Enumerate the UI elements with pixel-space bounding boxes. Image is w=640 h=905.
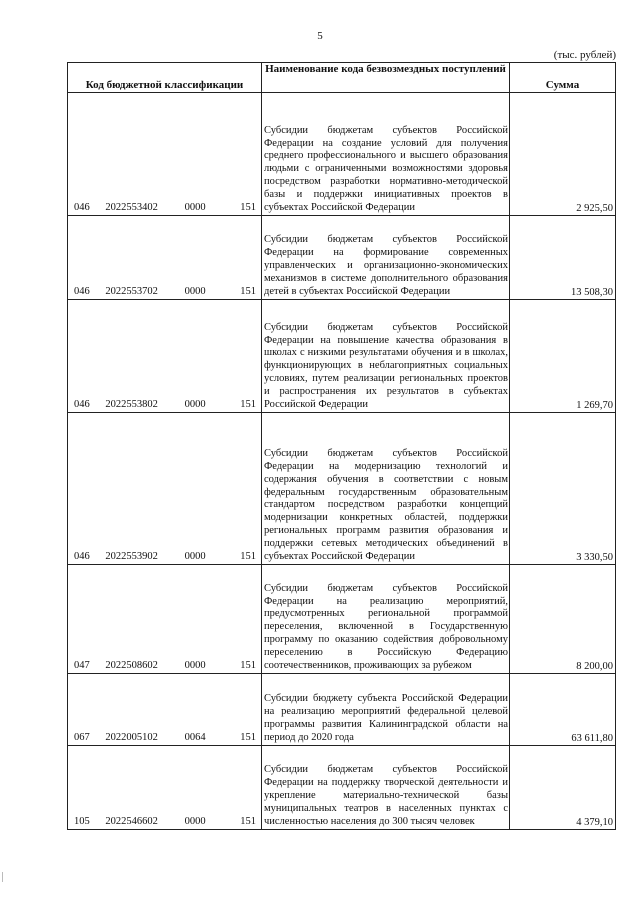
margin-mark: [2, 872, 17, 882]
amount-cell: 2 925,50: [510, 93, 616, 216]
table-row: [68, 413, 616, 565]
admin-code: 046: [74, 399, 90, 410]
name-cell: Субсидии бюджетам субъектов Российской Федерации на повышение качества образования в школах с низкими результатами обучения и в школах, функционирующих в неблагоприятных социальных условиях, путем реализации региональных проектов и распространения их результатов в субъектах Российской Федерации: [262, 300, 510, 413]
name-cell: Субсидии бюджетам субъектов Российской Федерации на поддержку творческой деятельности и укрепление материально-технической базы муниципальных театров в населенных пунктах с численностью населения до 300 тысяч человек: [262, 746, 510, 830]
table-row: [68, 746, 616, 830]
table-row: [68, 300, 616, 413]
admin-code: 105: [74, 816, 90, 827]
admin-code: 046: [74, 286, 90, 297]
kosgu-code: 151: [240, 660, 256, 671]
subtype-code: 0000: [184, 660, 206, 671]
revenue-code: 2022553702: [105, 286, 158, 297]
kosgu-code: 151: [240, 551, 256, 562]
subtype-code: 0064: [184, 732, 206, 743]
admin-code: 067: [74, 732, 90, 743]
kosgu-code: 151: [240, 399, 256, 410]
admin-code: 046: [74, 202, 90, 213]
kosgu-code: 151: [240, 816, 256, 827]
code-cell: [68, 216, 262, 300]
table-row: [68, 93, 616, 216]
name-cell: Субсидии бюджетам субъектов Российской Федерации на формирование современных управленческих и организационно-экономических механизмов в системе дополнительного образования детей в субъектах Российской Федерации: [262, 216, 510, 300]
subtype-code: 0000: [184, 551, 206, 562]
kosgu-code: 151: [240, 732, 256, 743]
revenue-code: 2022546602: [105, 816, 158, 827]
code-cell: [68, 674, 262, 746]
table-header-row: [68, 63, 616, 93]
amount-cell: 63 611,80: [510, 674, 616, 746]
table-row: [68, 674, 616, 746]
revenue-code: 2022553902: [105, 551, 158, 562]
admin-code: 046: [74, 551, 90, 562]
header-name: Наименование кода безвозмездных поступлений: [262, 63, 510, 93]
amount-cell: 3 330,50: [510, 413, 616, 565]
name-cell: Субсидии бюджетам субъектов Российской Федерации на реализацию мероприятий, предусмотренных региональной программой переселения, включенной в Государственную программу по оказанию содействия добровольному переселению в Российскую Федерацию соотечественников, проживающих за рубежом: [262, 565, 510, 674]
code-cell: [68, 300, 262, 413]
header-sum: Сумма: [510, 63, 616, 93]
revenue-code: 2022553402: [105, 202, 158, 213]
revenue-table: [67, 62, 616, 830]
revenue-code: 2022553802: [105, 399, 158, 410]
subtype-code: 0000: [184, 399, 206, 410]
name-cell: Субсидии бюджету субъекта Российской Федерации на реализацию мероприятий федеральной целевой программы развития Калининградской области на период до 2020 года: [262, 674, 510, 746]
code-cell: [68, 565, 262, 674]
subtype-code: 0000: [184, 816, 206, 827]
code-cell: [68, 746, 262, 830]
admin-code: 047: [74, 660, 90, 671]
kosgu-code: 151: [240, 286, 256, 297]
table-row: [68, 216, 616, 300]
subtype-code: 0000: [184, 202, 206, 213]
page-number: 5: [317, 30, 323, 42]
code-cell: [68, 93, 262, 216]
name-cell: Субсидии бюджетам субъектов Российской Федерации на создание условий для получения среднего профессионального и высшего образования людьми с ограниченными возможностями здоровья посредством разработки нормативно-методической базы и поддержки инициативных проектов в субъектах Российской Федерации: [262, 93, 510, 216]
amount-cell: 4 379,10: [510, 746, 616, 830]
amount-cell: 1 269,70: [510, 300, 616, 413]
kosgu-code: 151: [240, 202, 256, 213]
amount-cell: 8 200,00: [510, 565, 616, 674]
subtype-code: 0000: [184, 286, 206, 297]
table-row: [68, 565, 616, 674]
header-code: Код бюджетной классификации: [68, 63, 262, 93]
revenue-code: 2022005102: [105, 732, 158, 743]
name-cell: Субсидии бюджетам субъектов Российской Федерации на модернизацию технологий и содержания обучения в соответствии с новым федеральным государственным образовательным стандартом посредством разработки концепций модернизации конкретных областей, поддержки региональных программ развития образования и поддержки сетевых методических объединений в субъектах Российской Федерации: [262, 413, 510, 565]
revenue-code: 2022508602: [105, 660, 158, 671]
code-cell: [68, 413, 262, 565]
amount-cell: 13 508,30: [510, 216, 616, 300]
units-label: (тыс. рублей): [553, 49, 616, 61]
